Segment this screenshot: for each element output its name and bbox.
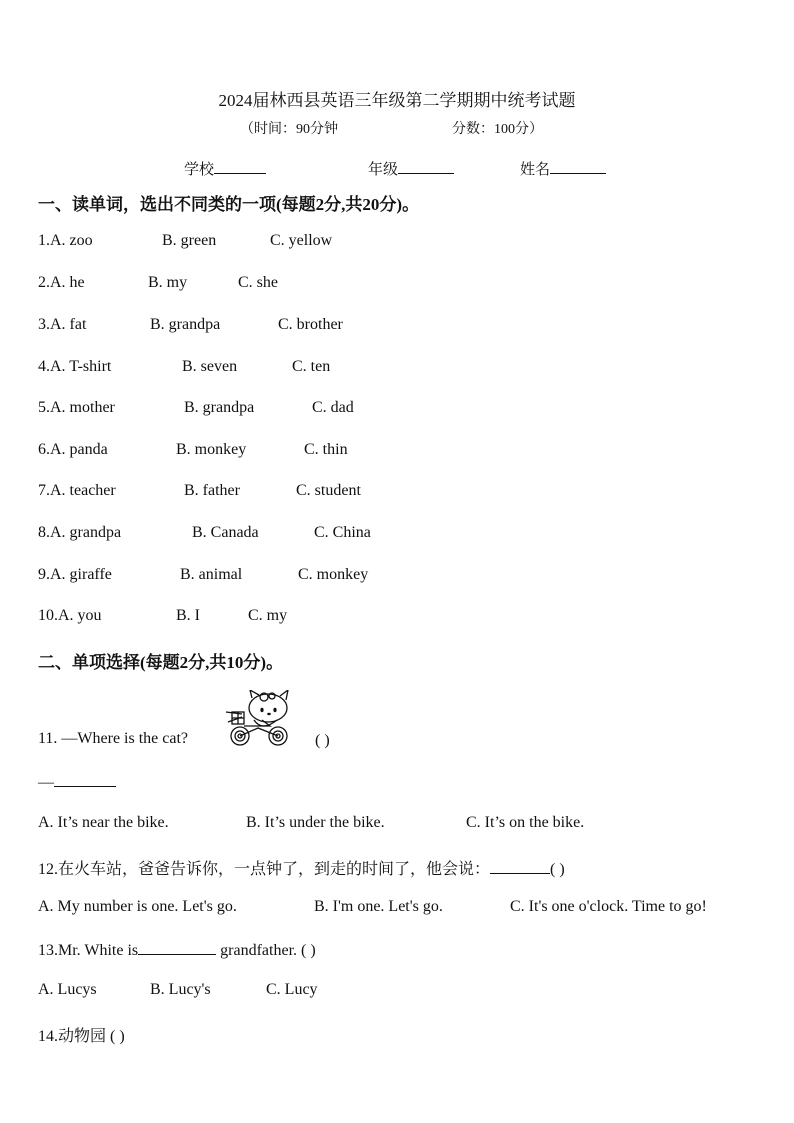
q13-option-b[interactable]: B. Lucy's	[150, 981, 211, 998]
q12-option-b[interactable]: B. I'm one. Let's go.	[314, 898, 443, 915]
option-c[interactable]: C. she	[238, 274, 278, 291]
q11-option-a[interactable]: A. It’s near the bike.	[38, 814, 169, 831]
question-13	[38, 940, 316, 960]
option-b[interactable]: B. Canada	[192, 524, 259, 541]
question-14	[38, 1023, 125, 1046]
page-title: 2024届林西县英语三年级第二学期期中统考试题	[218, 91, 576, 110]
q13-text-2: grandfather.	[220, 942, 298, 959]
question-1	[38, 232, 332, 250]
question-number: 1.	[38, 232, 50, 249]
question-9	[38, 566, 368, 584]
exam-time: （时间：90分钟	[240, 122, 338, 137]
name-label: 姓名	[520, 162, 551, 178]
q14-text: 14.动物园	[38, 1028, 107, 1045]
question-number: 8.	[38, 524, 50, 541]
q13-option-a[interactable]: A. Lucys	[38, 981, 97, 998]
section1-heading: 一、读单词，选出不同类的一项(每题2分,共20分)。	[38, 195, 420, 214]
q12-options	[38, 898, 707, 916]
question-number: 10.	[38, 607, 58, 624]
question-number: 5.	[38, 399, 50, 416]
option-b[interactable]: B. grandpa	[150, 316, 221, 333]
question-6	[38, 441, 348, 459]
option-a[interactable]: A. panda	[50, 441, 108, 458]
q11-answer-paren[interactable]: ( )	[315, 732, 330, 749]
q12-option-c[interactable]: C. It's one o'clock. Time to go!	[510, 898, 707, 915]
option-c[interactable]: C. dad	[312, 399, 354, 416]
q11-text: 11. —Where is the cat?	[38, 730, 189, 747]
question-7	[38, 482, 361, 500]
option-b[interactable]: B. animal	[180, 566, 243, 583]
option-c[interactable]: C. brother	[278, 316, 343, 333]
q13-text-1: 13.Mr. White is	[38, 942, 139, 959]
q11-dash: —	[38, 774, 54, 791]
option-c[interactable]: C. ten	[292, 358, 331, 375]
option-a[interactable]: A. you	[58, 607, 102, 624]
q13-option-c[interactable]: C. Lucy	[266, 981, 318, 998]
exam-score: 分数：100分）	[452, 122, 543, 137]
question-4	[38, 358, 330, 376]
q14-answer-paren[interactable]: ( )	[110, 1028, 125, 1045]
question-11	[38, 730, 188, 748]
name-blank[interactable]	[550, 159, 606, 174]
option-a[interactable]: A. he	[50, 274, 85, 291]
question-number: 9.	[38, 566, 50, 583]
school-field	[184, 158, 266, 179]
option-c[interactable]: C. my	[248, 607, 288, 624]
q12-answer-paren[interactable]: ( )	[550, 861, 565, 878]
option-c[interactable]: C. student	[296, 482, 361, 499]
grade-field	[368, 158, 454, 179]
option-a[interactable]: A. zoo	[50, 232, 93, 249]
q11-options	[38, 814, 584, 832]
q11-reply	[38, 772, 116, 792]
option-a[interactable]: A. T-shirt	[50, 358, 112, 375]
option-a[interactable]: A. grandpa	[50, 524, 122, 541]
q12-blank[interactable]	[490, 859, 550, 874]
q11-option-b[interactable]: B. It’s under the bike.	[246, 814, 385, 831]
option-c[interactable]: C. China	[314, 524, 371, 541]
question-12	[38, 856, 565, 879]
cat-on-bike-image	[222, 690, 294, 748]
option-b[interactable]: B. seven	[182, 358, 238, 375]
option-c[interactable]: C. yellow	[270, 232, 333, 249]
option-a[interactable]: A. fat	[50, 316, 87, 333]
option-a[interactable]: A. giraffe	[50, 566, 112, 583]
question-number: 4.	[38, 358, 50, 375]
q11-option-c[interactable]: C. It’s on the bike.	[466, 814, 585, 831]
option-c[interactable]: C. thin	[304, 441, 348, 458]
option-c[interactable]: C. monkey	[298, 566, 369, 583]
school-blank[interactable]	[214, 159, 266, 174]
q12-text: 12.在火车站，爸爸告诉你，一点钟了，到走的时间了，他会说：	[38, 861, 491, 878]
option-b[interactable]: B. my	[148, 274, 188, 291]
grade-blank[interactable]	[398, 159, 454, 174]
question-10	[38, 607, 287, 625]
question-number: 7.	[38, 482, 50, 499]
q13-answer-paren[interactable]: ( )	[301, 942, 316, 959]
question-2	[38, 274, 278, 292]
question-number: 3.	[38, 316, 50, 333]
question-3	[38, 316, 343, 334]
question-number: 6.	[38, 441, 50, 458]
question-5	[38, 399, 354, 417]
q12-option-a[interactable]: A. My number is one. Let's go.	[38, 898, 237, 915]
option-b[interactable]: B. grandpa	[184, 399, 255, 416]
q13-blank[interactable]	[138, 940, 216, 955]
q11-blank[interactable]	[54, 772, 116, 787]
grade-label: 年级	[368, 162, 399, 178]
name-field	[520, 158, 606, 179]
option-a[interactable]: A. teacher	[50, 482, 116, 499]
school-label: 学校	[184, 162, 215, 178]
option-a[interactable]: A. mother	[50, 399, 115, 416]
option-b[interactable]: B. I	[176, 607, 200, 624]
question-8	[38, 524, 371, 542]
q13-options	[38, 981, 318, 999]
section2-heading: 二、单项选择(每题2分,共10分)。	[38, 653, 284, 672]
option-b[interactable]: B. green	[162, 232, 217, 249]
question-number: 2.	[38, 274, 50, 291]
option-b[interactable]: B. father	[184, 482, 240, 499]
option-b[interactable]: B. monkey	[176, 441, 247, 458]
